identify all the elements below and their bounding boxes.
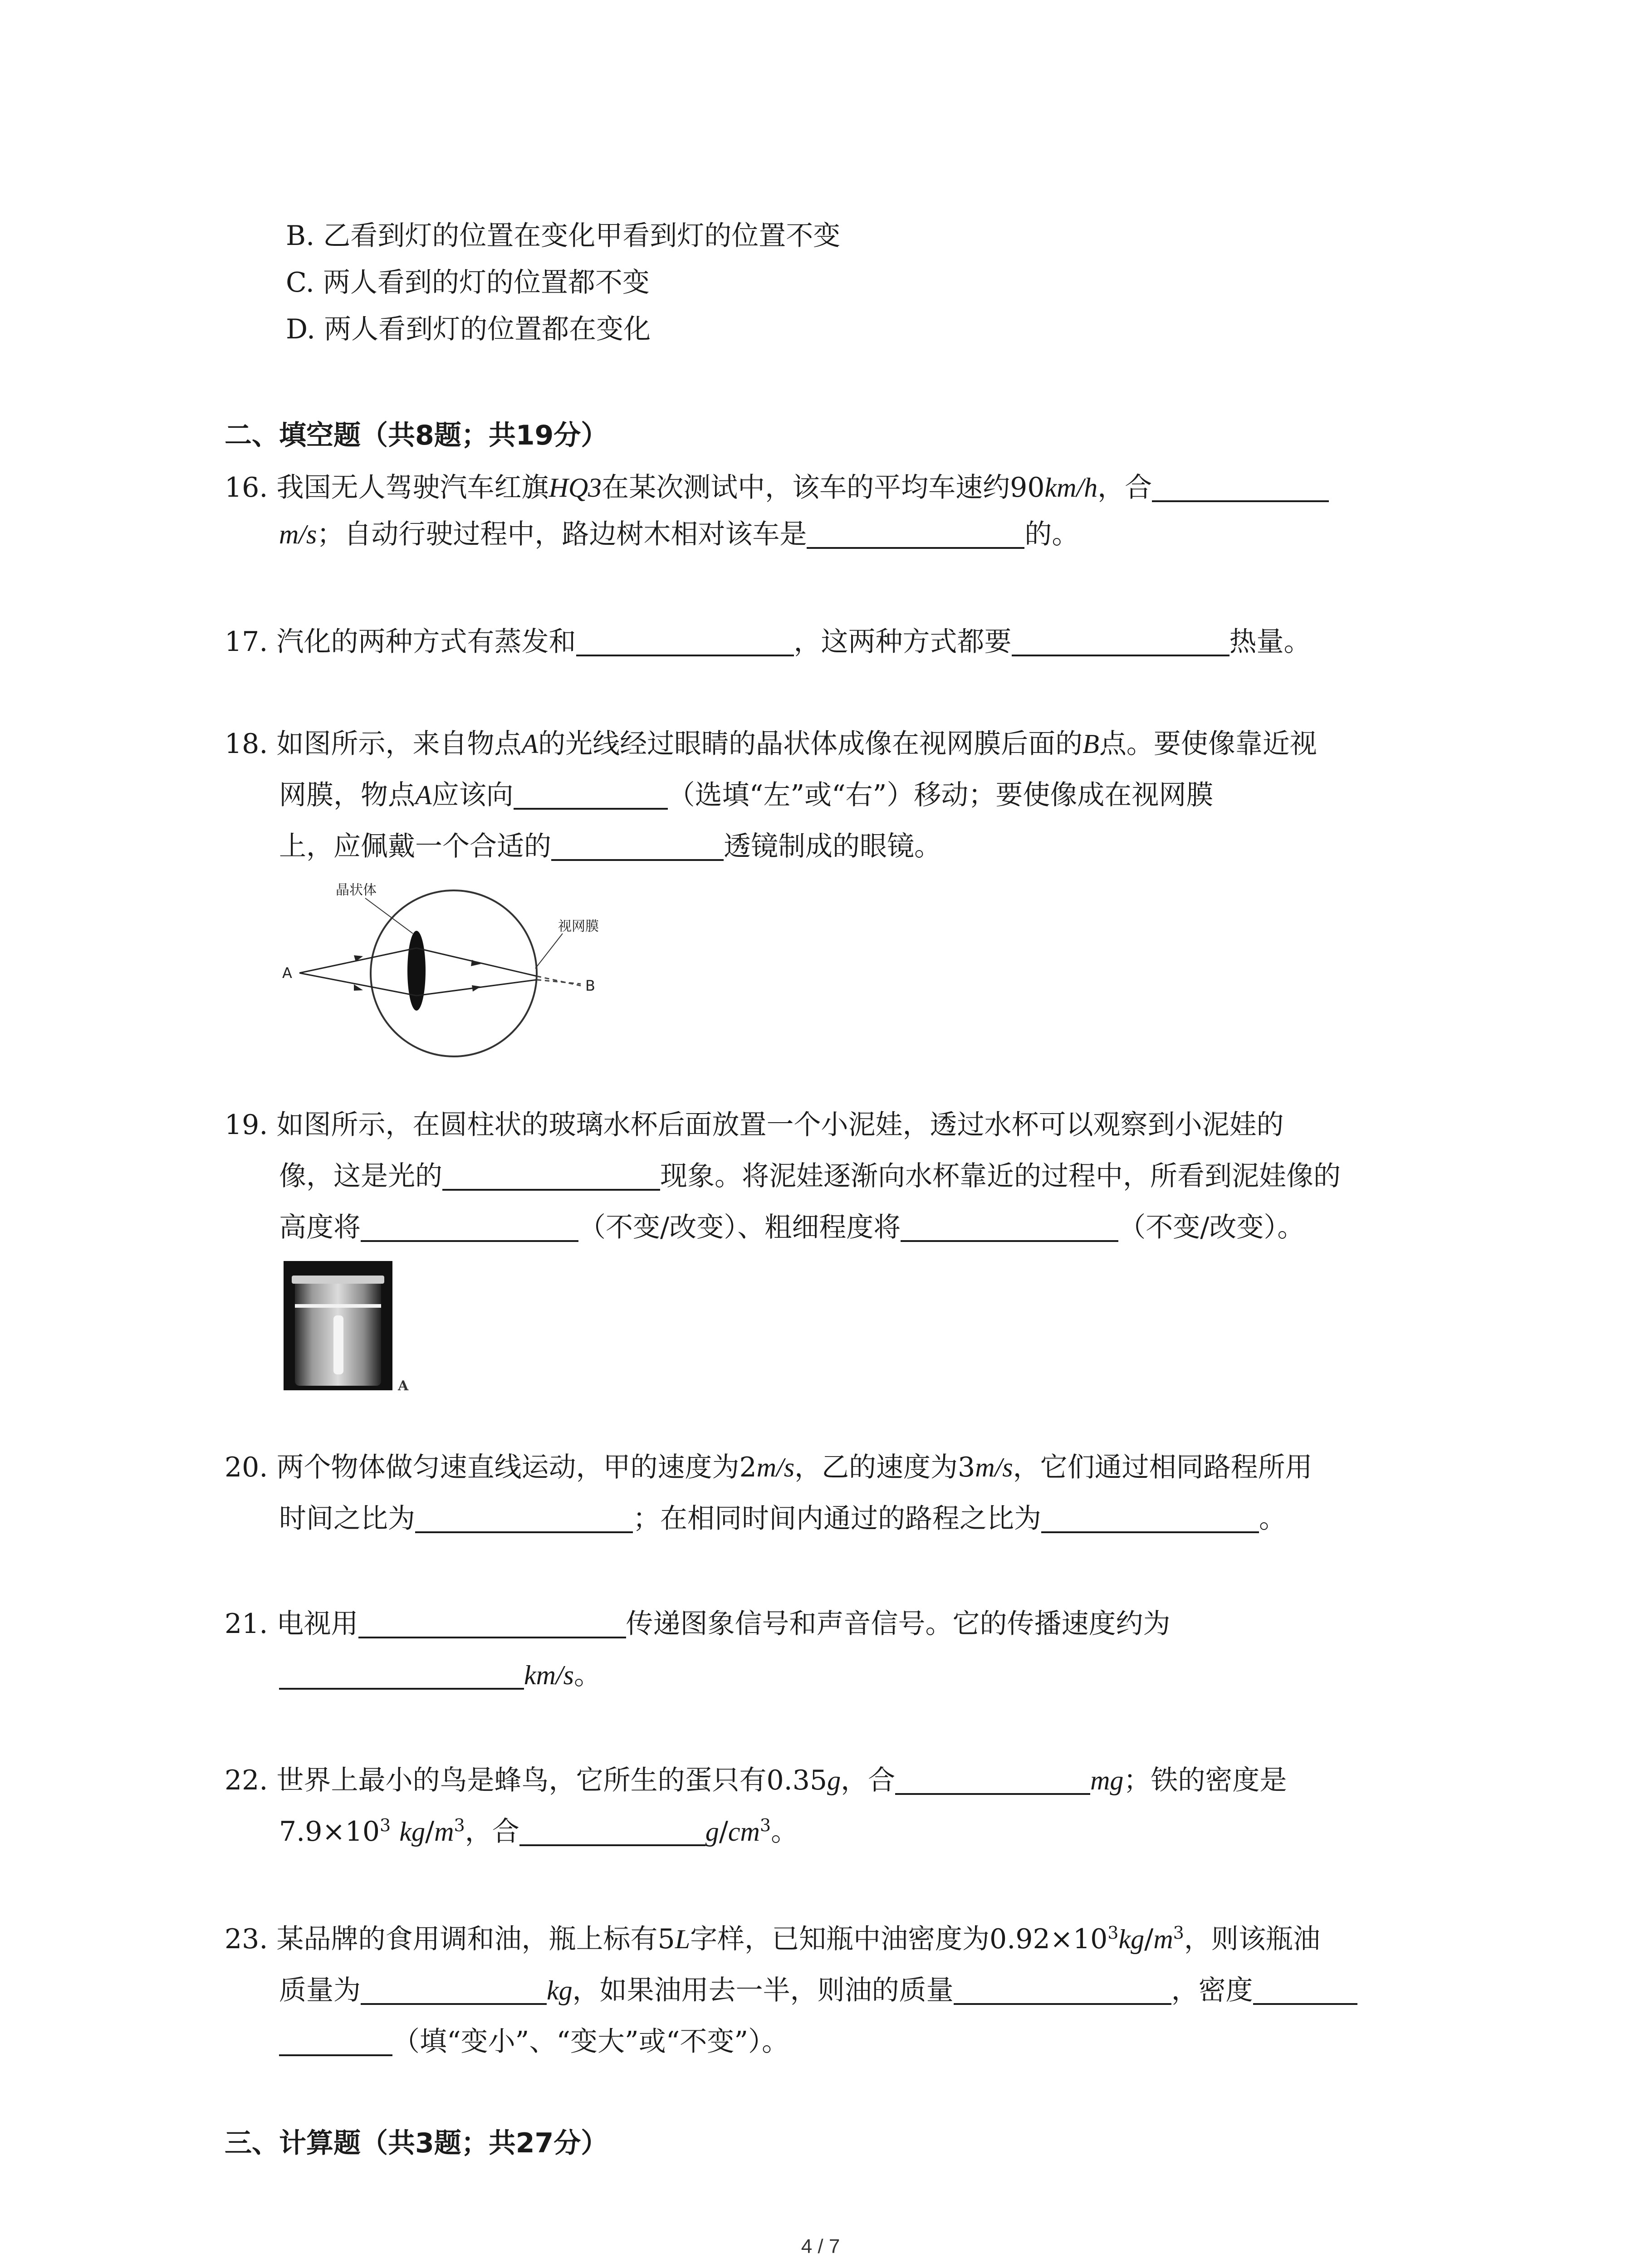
- section-2-title: 二、填空题（共8题；共19分）: [225, 420, 608, 451]
- q23-number: 23.: [225, 1923, 268, 1955]
- q18-line2: 网膜，物点A应该向 （选填“左”或“右”）移动；要使像成在视网膜: [279, 779, 1214, 811]
- q22-answer-1[interactable]: [895, 1764, 1090, 1795]
- q23-line1: 23. 某品牌的食用调和油，瓶上标有5L字样，已知瓶中油密度为$0.92\times 10^3kg/m^3$，则该瓶油: [225, 1921, 1320, 1957]
- q20-answer-2[interactable]: [1041, 1502, 1259, 1533]
- q23-line2: 质量为 kg，如果油用去一半，则油的质量 ，密度: [279, 1972, 1357, 2009]
- q23-answer-2[interactable]: [954, 1974, 1171, 2005]
- lens-label: 晶状体: [336, 882, 377, 898]
- glass-cup-photo: [284, 1261, 429, 1397]
- point-a-label: A: [282, 964, 292, 982]
- page-number: 4 / 7: [801, 2235, 840, 2258]
- q21-line2: km/s。: [279, 1657, 601, 1693]
- q18-line3: 上，应佩戴一个合适的 透镜制成的眼镜。: [279, 831, 941, 862]
- q17-line1: 17. 汽化的两种方式有蒸发和 ，这两种方式都要 热量。: [225, 624, 1311, 660]
- q23-answer-3[interactable]: [1253, 1974, 1357, 2005]
- q16-number: 16.: [225, 472, 268, 503]
- q20-line2: 时间之比为 ；在相同时间内通过的路程之比为 。: [279, 1503, 1286, 1535]
- q16-line2: m/s；自动行驶过程中，路边树木相对该车是 的。: [279, 518, 1079, 550]
- q17-answer-2[interactable]: [1012, 626, 1230, 656]
- q16-line1: 16. 我国无人驾驶汽车红旗HQ3在某次测试中，该车的平均车速约90km/h，合: [225, 469, 1329, 506]
- lens-label-leader: [365, 898, 413, 934]
- q21-answer-1[interactable]: [358, 1608, 626, 1638]
- option-d: D. 两人看到灯的位置都在变化: [286, 313, 651, 345]
- glass-rim: [292, 1276, 384, 1284]
- light-ray-lower-in: [299, 973, 416, 996]
- water-surface: [295, 1304, 381, 1308]
- q18-answer-2[interactable]: [551, 830, 724, 861]
- light-ray-lower-extension: [537, 980, 581, 984]
- section-3-title: 三、计算题（共3题；共27分）: [225, 2127, 608, 2159]
- q20-answer-1[interactable]: [415, 1502, 633, 1533]
- q22-line1: 22. 世界上最小的鸟是蜂鸟，它所生的蛋只有0.35g，合 mg；铁的密度是: [225, 1762, 1287, 1799]
- q21-line1: 21. 电视用 传递图象信号和声音信号。它的传播速度约为: [225, 1606, 1171, 1642]
- crystalline-lens: [407, 931, 426, 1011]
- light-ray-upper-extension: [537, 976, 581, 986]
- option-c: C. 两人看到的灯的位置都不变: [286, 267, 650, 298]
- q22-answer-2[interactable]: [519, 1815, 705, 1846]
- q16-answer-2[interactable]: [807, 518, 1024, 549]
- q19-answer-2[interactable]: [361, 1211, 578, 1242]
- q21-answer-2[interactable]: [279, 1659, 524, 1690]
- q19-answer-3[interactable]: [901, 1211, 1118, 1242]
- q23-line3: （填“变小”、“变大”或“不变”）。: [279, 2024, 789, 2060]
- q21-number: 21.: [225, 1608, 268, 1640]
- q23-answer-3-continued[interactable]: [279, 2025, 392, 2056]
- arrow-lower-out: [472, 985, 481, 992]
- q19-line2: 像，这是光的 现象。将泥娃逐渐向水杯靠近的过程中，所看到泥娃像的: [279, 1160, 1341, 1192]
- q23-answer-1[interactable]: [361, 1974, 547, 2005]
- q19-line1: 19. 如图所示，在圆柱状的玻璃水杯后面放置一个小泥娃，透过水杯可以观察到小泥娃的: [225, 1107, 1284, 1143]
- q20-number: 20.: [225, 1452, 268, 1483]
- q22-number: 22.: [225, 1765, 268, 1796]
- q19-line3: 高度将 （不变/改变）、粗细程度将 （不变/改变）。: [279, 1212, 1305, 1243]
- q18-line1: 18. 如图所示，来自物点A的光线经过眼睛的晶状体成像在视网膜后面的B点。要使像靠近视: [225, 726, 1317, 762]
- q19-number: 19.: [225, 1109, 268, 1141]
- q16-answer-1[interactable]: [1152, 471, 1329, 502]
- q17-number: 17.: [225, 626, 268, 658]
- eyeball-outline: [371, 890, 537, 1056]
- retina-label: 视网膜: [558, 919, 599, 934]
- q22-line2: $7.9\times 10^3$ $kg/m^3$，合 $g/cm^3$。: [279, 1815, 798, 1848]
- retina-label-leader: [535, 934, 563, 968]
- q19-answer-1[interactable]: [442, 1160, 660, 1191]
- light-ray-upper-in: [299, 948, 416, 973]
- option-b: B. 乙看到灯的位置在变化甲看到灯的位置不变: [286, 220, 841, 252]
- eye-diagram: [272, 880, 644, 1061]
- photo-label-a: A: [398, 1378, 409, 1394]
- q17-answer-1[interactable]: [576, 626, 794, 656]
- doll-image: [333, 1315, 343, 1374]
- point-b-label: B: [585, 977, 595, 994]
- q20-line1: 20. 两个物体做匀速直线运动，甲的速度为2m/s，乙的速度为3m/s，它们通过相同路程所用: [225, 1449, 1313, 1486]
- q18-number: 18.: [225, 728, 268, 760]
- q18-answer-1[interactable]: [514, 779, 668, 810]
